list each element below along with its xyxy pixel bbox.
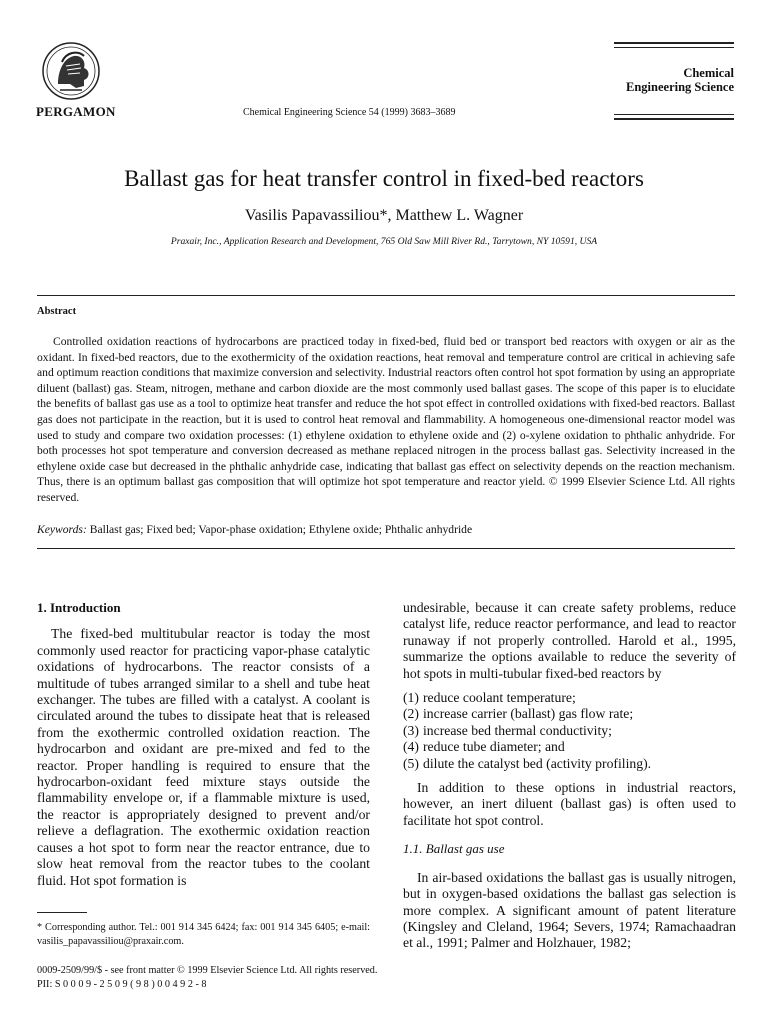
- right-column: [403, 600, 736, 952]
- article-title: Ballast gas for heat transfer control in fixed-bed reactors: [124, 166, 644, 191]
- pii-line: PII: S 0 0 0 9 - 2 5 0 9 ( 9 8 ) 0 0 4 9 2 - 8: [37, 979, 207, 990]
- list-item-text: increase carrier (ballast) gas flow rate;: [423, 706, 634, 722]
- subsection-paragraph: In air-based oxidations the ballast gas is usually nitrogen, but in oxygen-based oxidations the ballast gas selection is more complex. A significant amount of patent literature (Kingsley and Cleland, 1964; Severs, 1974; Ramachaadran et al., 1991; Palmer and Holzhauer, 1982;: [403, 869, 736, 951]
- subsection-heading-ballast-gas-use: 1.1. Ballast gas use: [403, 841, 505, 857]
- keywords-label: Keywords:: [37, 523, 87, 536]
- abstract-text: Controlled oxidation reactions of hydrocarbons are practiced today in fixed-bed, fluid bed or transport bed reactors with oxygen or air as the oxidant. In fixed-bed reactors, due to the exothermicity of the oxidation reactions, heat removal and temperature control are critical in achieving safe and optimum reaction conditions that maximize conversion and selectivity. Industrial reactors often control hot spot formation by using an appropriate diluent (ballast) gas. Steam, nitrogen, methane and carbon dioxide are the most commonly used ballast gases. The scope of this paper is to elucidate the benefits of ballast gas use as a tool to optimize heat transfer and reduce the hot spot effect in controlled oxidations with fixed-bed reactors. Ballast gas does not participate in the reaction, but it is used to control heat removal and flammability. A homogeneous one-dimensional reactor model was used to study and compare two oxidation processes: (1) ethylene oxidation to ethylene oxide and (2) o-xylene oxidation to phthalic anhydride. For both processes hot spot temperature and conversion decreased as methane replaced nitrogen in the process ballast gas. Selectivity increased in the ethylene oxide case but decreased in the phthalic anhydride case, indicating that ballast gas effect on selectivity depends on the reaction mechanism. Thus, there is an optimum ballast gas composition that will optimize hot spot temperature and reactor yield. © 1999 Elsevier Science Ltd. All rights reserved.: [37, 335, 735, 504]
- abstract-top-rule: [37, 295, 735, 296]
- list-item: [403, 723, 736, 739]
- options-list: [403, 690, 736, 772]
- list-item: [403, 706, 736, 722]
- header-rule-top: [614, 42, 734, 44]
- journal-name-line1: Chemical: [683, 66, 734, 80]
- left-column: [37, 600, 370, 889]
- list-item: [403, 756, 736, 772]
- list-item-number: (4): [403, 739, 419, 755]
- list-item-number: (2): [403, 706, 419, 722]
- copyright-line: 0009-2509/99/$ - see front matter © 1999 Elsevier Science Ltd. All rights reserved.: [37, 965, 378, 976]
- article-authors: Vasilis Papavassiliou*, Matthew L. Wagner: [244, 207, 524, 224]
- footnote-rule: [37, 912, 87, 913]
- journal-citation: Chemical Engineering Science 54 (1999) 3683–3689: [243, 107, 456, 118]
- intro-paragraph-2: undesirable, because it can create safety problems, reduce catalyst life, reduce reactor performance, and lead to reactor runaway if not properly controlled. Harold et al., 1995, summarize the options available to reduce the severity of hot spots in multi-tubular fixed-bed reactors by: [403, 600, 736, 681]
- publisher-name: PERGAMON: [36, 104, 116, 119]
- list-item-text: reduce coolant temperature;: [423, 690, 576, 706]
- list-item-text: reduce tube diameter; and: [423, 739, 565, 755]
- keywords: [37, 523, 735, 536]
- intro-paragraph-1: The fixed-bed multitubular reactor is today the most commonly used reactor for practicing vapor-phase catalytic oxidations of hydrocarbons. The reactor consists of a multitude of tubes arranged similar to a shell and tube heat exchanger. The tubes are filled with a catalyst. A coolant is circulated around the tubes to dissipate heat that is released from the exothermic controlled oxidation reaction. The hydrocarbon and oxidant are pre-mixed and fed to the reactor. Proper handling is required to ensure that the hydrocarbon-oxidant feed mixture stays outside the flammability envelope or, if a flammable mixture is used, the reactor is appropriately designed to prevent and/or relieve a deflagration. The exothermic oxidation reaction causes a hot spot to form near the reactor entrance, due to slow heat removal from the reactor tubes to the coolant fluid. Hot spot formation is: [37, 626, 370, 888]
- header-rule-bottom: [614, 118, 734, 120]
- list-item: [403, 690, 736, 706]
- keywords-text: Ballast gas; Fixed bed; Vapor-phase oxidation; Ethylene oxide; Phthalic anhydride: [89, 523, 473, 536]
- author-affiliation: Praxair, Inc., Application Research and Development, 765 Old Saw Mill River Rd., Tarrytown, NY 10591, USA: [170, 236, 598, 247]
- list-item-number: (3): [403, 722, 419, 738]
- abstract-bottom-rule: [37, 548, 735, 549]
- journal-name-line2: Engineering Science: [626, 80, 734, 94]
- list-item-number: (1): [403, 690, 419, 706]
- header-rule-bottom-thin: [614, 114, 734, 115]
- list-item-text: increase bed thermal conductivity;: [423, 722, 612, 738]
- list-item-number: (5): [403, 755, 419, 771]
- list-item: [403, 739, 736, 755]
- section-heading-introduction: 1. Introduction: [37, 600, 121, 615]
- pergamon-logo-icon: [40, 40, 102, 106]
- header-rule-top-thin: [614, 47, 734, 48]
- corresponding-author-footnote: * Corresponding author. Tel.: 001 914 345 6424; fax: 001 914 345 6405; e-mail: vasilis_papavassiliou@praxair.com.: [37, 922, 370, 947]
- list-item-text: dilute the catalyst bed (activity profiling).: [423, 755, 652, 771]
- page-footer: [37, 964, 377, 992]
- intro-paragraph-3: In addition to these options in industrial reactors, however, an inert diluent (ballast gas) is often used to facilitate hot spot control.: [403, 780, 736, 828]
- journal-name: [584, 66, 734, 94]
- abstract-heading: Abstract: [37, 306, 77, 317]
